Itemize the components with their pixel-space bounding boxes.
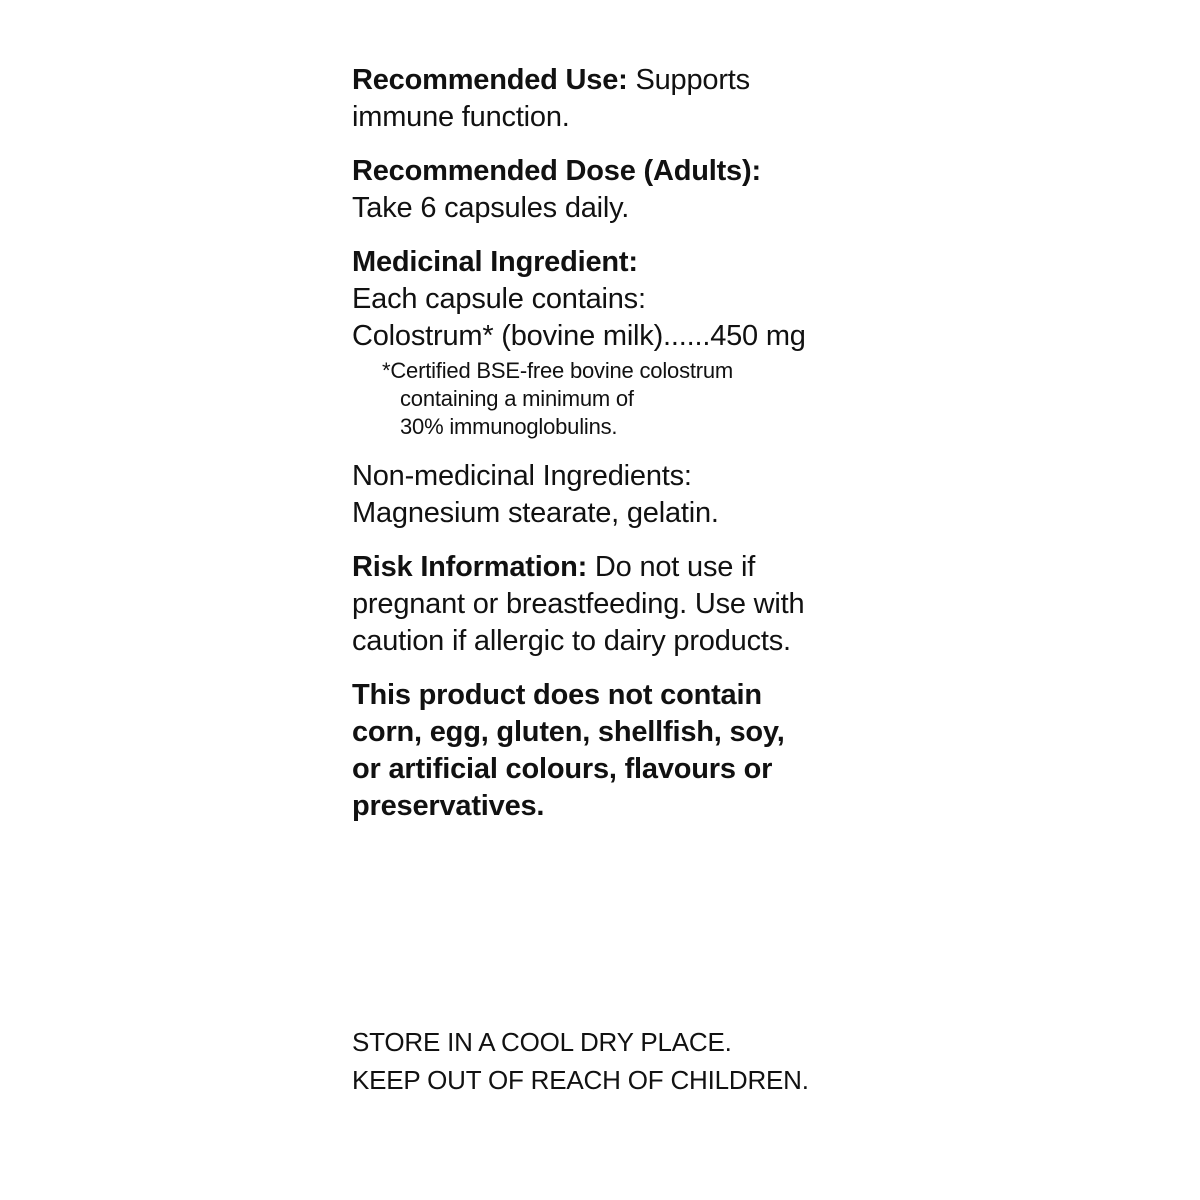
storage-instructions xyxy=(352,1023,852,1099)
recommended-use-first-line xyxy=(352,62,852,99)
medicinal-ingredient-line-1: Each capsule contains: xyxy=(352,283,646,315)
risk-information-first-line xyxy=(352,549,852,586)
free-from-line-2: corn, egg, gluten, shellfish, soy, xyxy=(352,716,785,748)
free-from-line-3: or artificial colours, flavours or xyxy=(352,753,773,785)
footnote-line-1: *Certified BSE-free bovine colostrum xyxy=(382,358,734,383)
risk-information-heading: Risk Information: xyxy=(352,551,588,583)
recommended-dose-line-1: Take 6 capsules daily. xyxy=(352,192,630,224)
footnote-line-2: containing a minimum of xyxy=(400,386,634,411)
section-recommended-dose xyxy=(352,153,852,227)
section-medicinal-ingredient xyxy=(352,244,852,441)
non-medicinal-line-2: Magnesium stearate, gelatin. xyxy=(352,497,719,529)
supplement-facts-panel xyxy=(352,0,852,1200)
medicinal-ingredient-footnote xyxy=(382,357,852,441)
label-content xyxy=(352,62,852,842)
recommended-use-line-2: immune function. xyxy=(352,101,570,133)
free-from-line-1: This product does not contain xyxy=(352,679,762,711)
recommended-use-heading: Recommended Use: xyxy=(352,64,628,96)
storage-line-1: STORE IN A COOL DRY PLACE. xyxy=(352,1027,732,1057)
section-risk-information xyxy=(352,549,852,660)
risk-information-line-3: caution if allergic to dairy products. xyxy=(352,625,791,657)
recommended-use-line-1: Supports xyxy=(627,64,750,96)
risk-information-line-1: Do not use if xyxy=(587,551,756,583)
medicinal-ingredient-line-2: Colostrum* (bovine milk)......450 mg xyxy=(352,320,806,352)
risk-information-line-2: pregnant or breastfeeding. Use with xyxy=(352,588,805,620)
section-free-from-statement xyxy=(352,677,852,825)
section-recommended-use xyxy=(352,62,852,136)
section-non-medicinal-ingredients xyxy=(352,458,852,532)
recommended-dose-heading: Recommended Dose (Adults): xyxy=(352,155,761,187)
medicinal-ingredient-heading: Medicinal Ingredient: xyxy=(352,246,638,278)
free-from-line-4: preservatives. xyxy=(352,790,545,822)
non-medicinal-line-1: Non-medicinal Ingredients: xyxy=(352,460,692,492)
storage-line-2: KEEP OUT OF REACH OF CHILDREN. xyxy=(352,1065,809,1095)
footnote-line-3: 30% immunoglobulins. xyxy=(400,414,618,439)
